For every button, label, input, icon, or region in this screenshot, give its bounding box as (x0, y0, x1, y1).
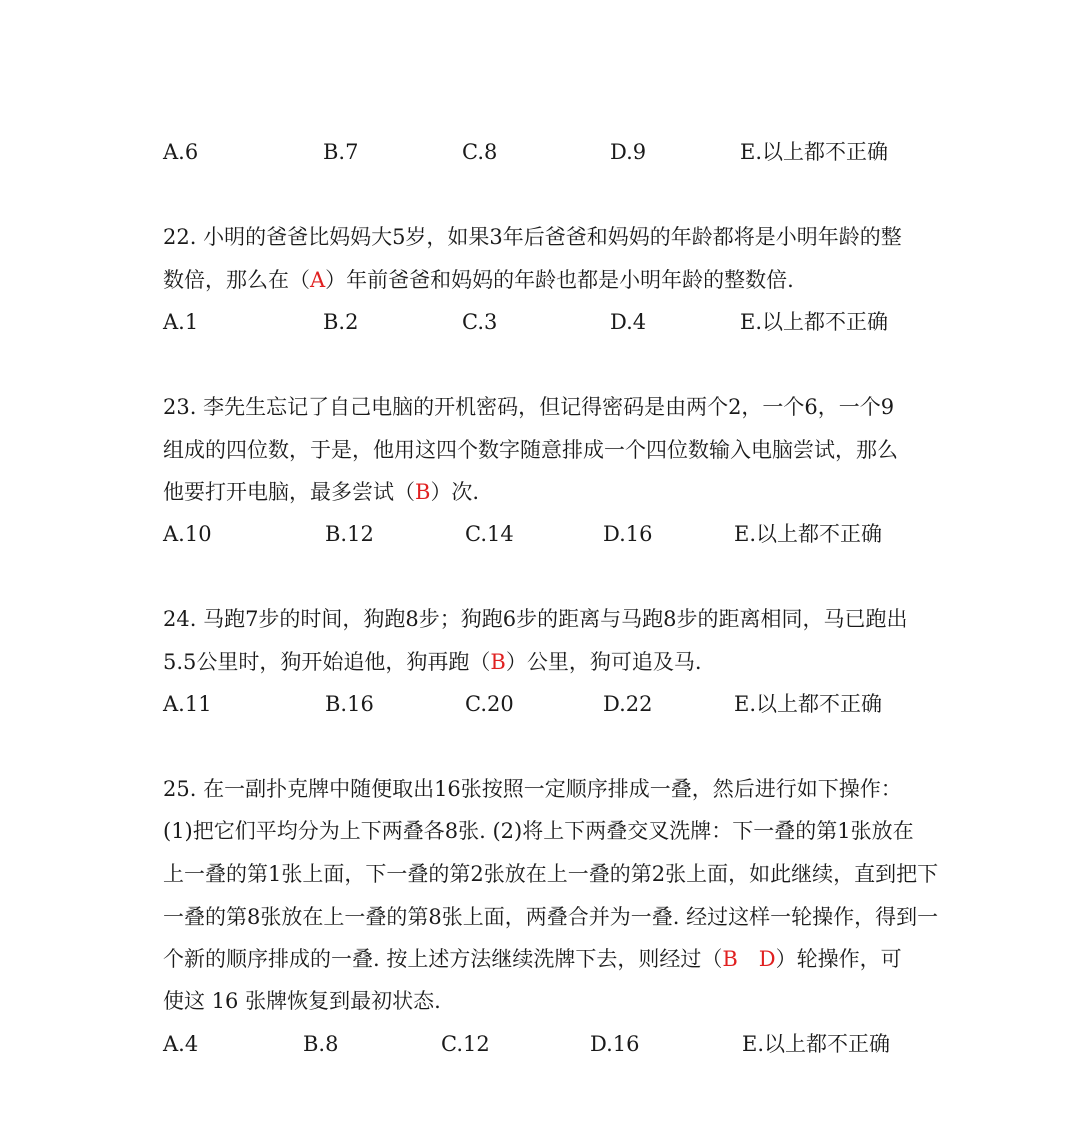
q21-option-c: C.8 (462, 140, 498, 164)
q25-text-line-2: (1)把它们平均分为上下两叠各8张. (2)将上下两叠交叉洗牌：下一叠的第1张放在 (163, 819, 914, 843)
q23-text-line-1: 23. 李先生忘记了自己电脑的开机密码，但记得密码是由两个2，一个6，一个9 (163, 395, 895, 419)
q21-option-b: B.7 (323, 140, 359, 164)
q25-text-line-4: 一叠的第8张放在上一叠的第8张上面，两叠合并为一叠. 经过这样一轮操作，得到一 (163, 905, 939, 929)
q25-answer: B D (722, 947, 776, 971)
q24-option-b: B.16 (325, 692, 374, 716)
q25-option-d: D.16 (590, 1032, 640, 1056)
q23-option-c: C.14 (465, 522, 514, 546)
q22-answer: A (310, 268, 326, 292)
q25-text-line-3: 上一叠的第1张上面，下一叠的第2张放在上一叠的第2张上面，如此继续，直到把下 (163, 862, 939, 886)
q21-option-d: D.9 (610, 140, 647, 164)
q23-text-before-answer: 他要打开电脑，最多尝试（ (163, 480, 415, 504)
q24-text-before-answer: 5.5公里时，狗开始追他，狗再跑（ (163, 650, 491, 674)
q24-text-after-answer: ）公里，狗可追及马. (505, 650, 702, 674)
q22-text-line-1: 22. 小明的爸爸比妈妈大5岁，如果3年后爸爸和妈妈的年龄都将是小明年龄的整 (163, 225, 902, 249)
q23-option-d: D.16 (603, 522, 653, 546)
q25-text-before-answer: 个新的顺序排成的一叠. 按上述方法继续洗牌下去，则经过（ (163, 947, 723, 971)
q23-answer: B (415, 480, 431, 504)
q23-text-line-2: 组成的四位数，于是，他用这四个数字随意排成一个四位数输入电脑尝试，那么 (163, 438, 898, 462)
q25-option-e: E.以上都不正确 (742, 1032, 891, 1056)
q25-option-b: B.8 (303, 1032, 339, 1056)
q22-option-b: B.2 (323, 310, 359, 334)
q24-options (0, 694, 1080, 718)
q25-text-line-6: 使这 16 张牌恢复到最初状态. (163, 989, 441, 1013)
q24-text-line-1: 24. 马跑7步的时间，狗跑8步；狗跑6步的距离与马跑8步的距离相同，马已跑出 (163, 607, 908, 631)
q22-option-c: C.3 (462, 310, 498, 334)
q21-option-a: A.6 (163, 140, 199, 164)
q23-option-e: E.以上都不正确 (734, 522, 883, 546)
q23-options (0, 524, 1080, 548)
q24-option-a: A.11 (163, 692, 212, 716)
q24-text-line-2 (163, 652, 702, 673)
q22-text-line-2 (163, 270, 794, 291)
q24-option-c: C.20 (465, 692, 514, 716)
q25-text-after-answer: ）轮操作，可 (775, 947, 902, 971)
q22-option-d: D.4 (610, 310, 647, 334)
q23-option-a: A.10 (163, 522, 212, 546)
q22-option-a: A.1 (163, 310, 199, 334)
q21-option-e: E.以上都不正确 (740, 140, 889, 164)
q22-option-e: E.以上都不正确 (740, 310, 889, 334)
q22-text-before-answer: 数倍，那么在（ (163, 268, 310, 292)
q21-options (0, 142, 1080, 166)
q24-answer: B (490, 650, 506, 674)
q25-option-c: C.12 (441, 1032, 490, 1056)
q23-option-b: B.12 (325, 522, 374, 546)
q23-text-line-3 (163, 482, 479, 503)
q24-option-e: E.以上都不正确 (734, 692, 883, 716)
q22-text-after-answer: ）年前爸爸和妈妈的年龄也都是小明年龄的整数倍. (325, 268, 794, 292)
q25-options (0, 1034, 1080, 1058)
q25-text-line-5 (163, 949, 902, 970)
q24-option-d: D.22 (603, 692, 653, 716)
q23-text-after-answer: ）次. (430, 480, 480, 504)
q25-text-line-1: 25. 在一副扑克牌中随便取出16张按照一定顺序排成一叠，然后进行如下操作： (163, 777, 902, 801)
q22-options (0, 312, 1080, 336)
q25-option-a: A.4 (163, 1032, 199, 1056)
